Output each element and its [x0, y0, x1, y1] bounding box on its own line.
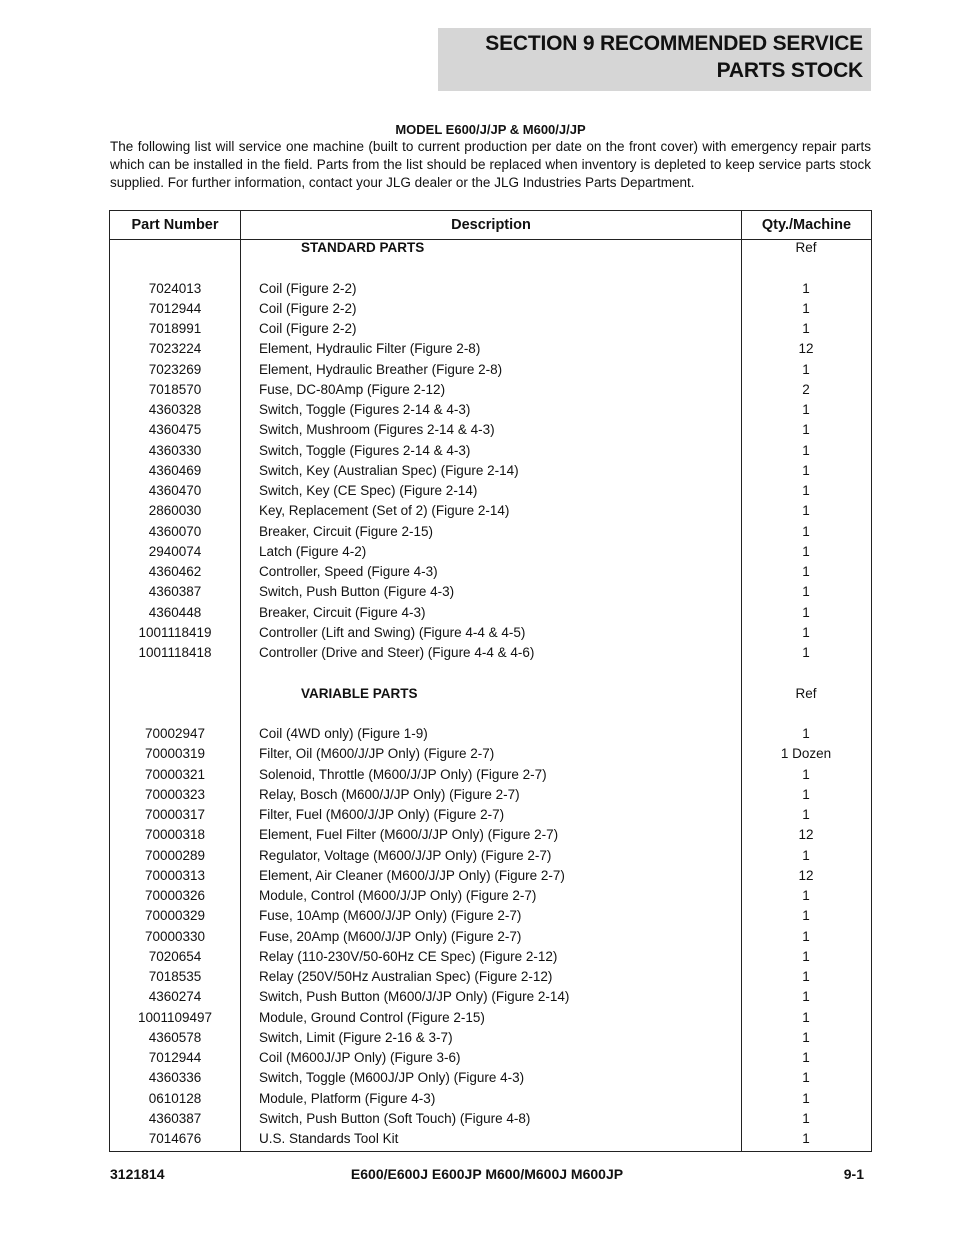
- description-cell: Switch, Key (Australian Spec) (Figure 2-14): [259, 462, 519, 478]
- qty-cell: 1: [802, 969, 810, 984]
- qty-cell: 1: [802, 1009, 810, 1025]
- table-row: [110, 1028, 871, 1048]
- column-header-part-number: Part Number: [131, 217, 219, 233]
- model-heading: MODEL E600/J/JP & M600/J/JP: [395, 122, 586, 137]
- qty-cell: 1: [802, 604, 810, 620]
- description-cell: Fuse, 20Amp (M600/J/JP Only) (Figure 2-7): [259, 928, 522, 944]
- table-row: [110, 643, 871, 663]
- description-cell: Fuse, 10Amp (M600/J/JP Only) (Figure 2-7): [259, 908, 522, 924]
- section-title-line2: PARTS STOCK: [716, 59, 863, 82]
- section-row: [110, 238, 871, 258]
- part-number-cell: 4360578: [148, 1029, 202, 1045]
- qty-cell: 1: [802, 1110, 810, 1126]
- part-number-cell: 1001109497: [137, 1009, 213, 1025]
- part-number-cell: 70000319: [144, 746, 206, 762]
- qty-cell: 1: [802, 847, 810, 863]
- qty-cell: 1: [802, 645, 810, 660]
- table-row: [110, 1048, 871, 1068]
- description-cell: Element, Hydraulic Filter (Figure 2-8): [259, 341, 481, 357]
- description-cell: Switch, Push Button (Soft Touch) (Figure 4-8): [259, 1110, 531, 1126]
- table-row: [110, 846, 871, 866]
- table-row: [110, 360, 871, 380]
- part-number-cell: 4360387: [148, 584, 202, 600]
- section-qty: Ref: [795, 685, 817, 701]
- qty-cell: 1: [802, 948, 810, 964]
- description-cell: Filter, Fuel (M600/J/JP Only) (Figure 2-7): [259, 807, 505, 822]
- table-row: [110, 805, 871, 825]
- part-number-cell: 1001118418: [138, 645, 212, 660]
- qty-cell: 1: [802, 300, 810, 316]
- part-number-cell: 70000317: [144, 807, 206, 822]
- description-cell: Relay, Bosch (M600/J/JP Only) (Figure 2-7): [259, 786, 520, 802]
- description-cell: Latch (Figure 4-2): [259, 543, 367, 559]
- description-cell: Regulator, Voltage (M600/J/JP Only) (Figure 2-7): [259, 847, 552, 863]
- description-cell: Element, Hydraulic Breather (Figure 2-8): [259, 361, 503, 377]
- table-row: [110, 1068, 871, 1088]
- table-row: [110, 785, 871, 805]
- part-number-cell: 4360448: [148, 604, 202, 620]
- table-row: [110, 603, 871, 623]
- part-number-cell: 70002947: [144, 726, 206, 741]
- qty-cell: 2: [802, 381, 810, 397]
- table-row: [110, 501, 871, 521]
- part-number-cell: 7014676: [148, 1131, 202, 1146]
- table-row: [110, 1089, 871, 1109]
- qty-cell: 1: [802, 908, 810, 924]
- part-number-cell: 70000289: [144, 847, 206, 863]
- part-number-cell: 70000330: [144, 928, 206, 944]
- description-cell: Relay (110-230V/50-60Hz CE Spec) (Figure 2-12): [259, 948, 558, 964]
- table-row: [110, 967, 871, 987]
- qty-cell: 1: [802, 442, 810, 458]
- page-number: 9-1: [843, 1166, 864, 1182]
- section-label: STANDARD PARTS: [301, 240, 425, 255]
- part-number-cell: 0610128: [148, 1090, 202, 1106]
- table-row: [110, 441, 871, 461]
- table-row: [110, 279, 871, 299]
- description-cell: Switch, Push Button (Figure 4-3): [259, 584, 455, 600]
- qty-cell: 1: [802, 462, 810, 478]
- table-row: [110, 1129, 871, 1149]
- qty-cell: 1: [802, 321, 810, 336]
- part-number-cell: 4360387: [148, 1110, 202, 1126]
- part-number-cell: 7018535: [148, 969, 202, 984]
- table-row: [110, 339, 871, 359]
- part-number-cell: 7018991: [148, 321, 202, 336]
- table-row: [110, 481, 871, 501]
- table-row: [110, 380, 871, 400]
- part-number-cell: 1001118419: [138, 624, 212, 640]
- table-row: [110, 562, 871, 582]
- table-row: [110, 1109, 871, 1129]
- qty-cell: 1: [802, 1050, 810, 1065]
- section-row: [110, 684, 871, 704]
- description-cell: Breaker, Circuit (Figure 4-3): [259, 604, 426, 620]
- qty-cell: 12: [798, 867, 814, 883]
- description-cell: Switch, Key (CE Spec) (Figure 2-14): [259, 483, 478, 498]
- qty-cell: 12: [798, 341, 814, 357]
- qty-cell: 1: [802, 786, 810, 802]
- table-row: [110, 522, 871, 542]
- qty-cell: 1: [802, 1131, 810, 1146]
- part-number-cell: 7023224: [148, 341, 202, 357]
- part-number-cell: 7024013: [148, 280, 202, 296]
- qty-cell: 1: [802, 1070, 810, 1086]
- description-cell: U.S. Standards Tool Kit: [259, 1131, 399, 1146]
- section-qty: Ref: [795, 240, 817, 255]
- description-cell: Filter, Oil (M600/J/JP Only) (Figure 2-7): [259, 746, 495, 762]
- part-number-cell: 4360070: [148, 523, 202, 539]
- section-label: VARIABLE PARTS: [301, 685, 418, 701]
- part-number-cell: 4360470: [148, 483, 202, 498]
- part-number-cell: 4360462: [148, 564, 202, 579]
- table-row: [110, 724, 871, 744]
- part-number-cell: 2860030: [148, 503, 202, 519]
- page-footer: [110, 1164, 864, 1184]
- qty-cell: 1 Dozen: [780, 746, 832, 762]
- table-row: [110, 1008, 871, 1028]
- qty-cell: 1: [802, 523, 810, 539]
- part-number-cell: 70000326: [144, 888, 206, 903]
- table-row: [110, 299, 871, 319]
- table-row: [110, 947, 871, 967]
- qty-cell: 12: [798, 827, 814, 843]
- qty-cell: 1: [802, 807, 810, 822]
- description-cell: Coil (Figure 2-2): [259, 300, 357, 316]
- description-cell: Breaker, Circuit (Figure 2-15): [259, 523, 434, 539]
- qty-cell: 1: [802, 483, 810, 498]
- part-number-cell: 4360475: [148, 422, 202, 438]
- description-cell: Controller (Drive and Steer) (Figure 4-4 & 4-6): [259, 645, 535, 660]
- description-cell: Switch, Mushroom (Figures 2-14 & 4-3): [259, 422, 495, 438]
- description-cell: Module, Ground Control (Figure 2-15): [259, 1009, 485, 1025]
- qty-cell: 1: [802, 766, 810, 782]
- table-row: [110, 582, 871, 602]
- qty-cell: 1: [802, 888, 810, 903]
- part-number-cell: 7018570: [148, 381, 202, 397]
- description-cell: Switch, Push Button (M600/J/JP Only) (Figure 2-14): [259, 989, 570, 1005]
- table-row: [110, 319, 871, 339]
- part-number-cell: 70000321: [144, 766, 206, 782]
- qty-cell: 1: [802, 402, 810, 417]
- part-number-cell: 4360469: [148, 462, 202, 478]
- section-title: [485, 30, 863, 84]
- part-number-cell: 7012944: [148, 300, 202, 316]
- doc-number: 3121814: [110, 1166, 165, 1182]
- part-number-cell: 4360274: [148, 989, 202, 1005]
- part-number-cell: 70000329: [144, 908, 206, 924]
- qty-cell: 1: [802, 1090, 810, 1106]
- part-number-cell: 7020654: [148, 948, 202, 964]
- qty-cell: 1: [802, 280, 810, 296]
- description-cell: Element, Fuel Filter (M600/J/JP Only) (Figure 2-7): [259, 827, 559, 843]
- table-row: [110, 886, 871, 906]
- part-number-cell: 70000323: [144, 786, 206, 802]
- description-cell: Switch, Toggle (Figures 2-14 & 4-3): [259, 442, 471, 458]
- description-cell: Fuse, DC-80Amp (Figure 2-12): [259, 381, 446, 397]
- qty-cell: 1: [802, 503, 810, 519]
- column-header-qty: Qty./Machine: [761, 217, 852, 233]
- table-row: [110, 400, 871, 420]
- qty-cell: 1: [802, 584, 810, 600]
- description-cell: Coil (4WD only) (Figure 1-9): [259, 726, 428, 741]
- qty-cell: 1: [802, 1029, 810, 1045]
- table-row: [110, 744, 871, 764]
- qty-cell: 1: [802, 422, 810, 438]
- description-cell: Controller, Speed (Figure 4-3): [259, 564, 438, 579]
- description-cell: Coil (Figure 2-2): [259, 321, 357, 336]
- section-title-line1: SECTION 9 RECOMMENDED SERVICE: [485, 32, 863, 55]
- column-header-description: Description: [451, 217, 531, 233]
- description-cell: Switch, Limit (Figure 2-16 & 3-7): [259, 1029, 453, 1045]
- table-row: [110, 927, 871, 947]
- part-number-cell: 7023269: [148, 361, 202, 377]
- qty-cell: 1: [802, 624, 810, 640]
- description-cell: Solenoid, Throttle (M600/J/JP Only) (Figure 2-7): [259, 766, 547, 782]
- part-number-cell: 4360330: [148, 442, 202, 458]
- qty-cell: 1: [802, 564, 810, 579]
- table-row: [110, 623, 871, 643]
- table-row: [110, 987, 871, 1007]
- table-row: [110, 461, 871, 481]
- table-row: [110, 906, 871, 926]
- part-number-cell: 7012944: [148, 1050, 202, 1065]
- table-row: [110, 420, 871, 440]
- footer-models: E600/E600J E600JP M600/M600J M600JP: [350, 1166, 624, 1182]
- description-cell: Switch, Toggle (Figures 2-14 & 4-3): [259, 402, 471, 417]
- description-cell: Coil (M600J/JP Only) (Figure 3-6): [259, 1050, 461, 1065]
- part-number-cell: 4360328: [148, 402, 202, 417]
- parts-table: [109, 210, 872, 1152]
- intro-paragraph: The following list will service one machine (built to current production per date on the front cover) with emergency repair parts which can be installed in the field. Parts from the list should be replaced when inventory is depleted to keep service parts stock supplied. For further information, contact your JLG dealer or the JLG Industries Parts Department.: [110, 139, 871, 190]
- description-cell: Relay (250V/50Hz Australian Spec) (Figure 2-12): [259, 969, 553, 984]
- table-row: [110, 825, 871, 845]
- description-cell: Controller (Lift and Swing) (Figure 4-4 & 4-5): [259, 624, 526, 640]
- part-number-cell: 4360336: [148, 1070, 202, 1086]
- description-cell: Coil (Figure 2-2): [259, 280, 357, 296]
- section-header-banner: [438, 28, 871, 91]
- table-row: [110, 866, 871, 886]
- part-number-cell: 70000313: [144, 867, 206, 883]
- description-cell: Module, Platform (Figure 4-3): [259, 1090, 436, 1106]
- description-cell: Module, Control (M600/J/JP Only) (Figure 2-7): [259, 888, 537, 903]
- table-row: [110, 765, 871, 785]
- description-cell: Element, Air Cleaner (M600/J/JP Only) (Figure 2-7): [259, 867, 565, 883]
- qty-cell: 1: [802, 361, 810, 377]
- table-row: [110, 542, 871, 562]
- qty-cell: 1: [802, 928, 810, 944]
- qty-cell: 1: [802, 726, 810, 741]
- description-cell: Switch, Toggle (M600J/JP Only) (Figure 4-3): [259, 1070, 525, 1086]
- qty-cell: 1: [802, 989, 810, 1005]
- qty-cell: 1: [802, 543, 810, 559]
- part-number-cell: 70000318: [144, 827, 206, 843]
- description-cell: Key, Replacement (Set of 2) (Figure 2-14): [259, 503, 510, 519]
- part-number-cell: 2940074: [148, 543, 202, 559]
